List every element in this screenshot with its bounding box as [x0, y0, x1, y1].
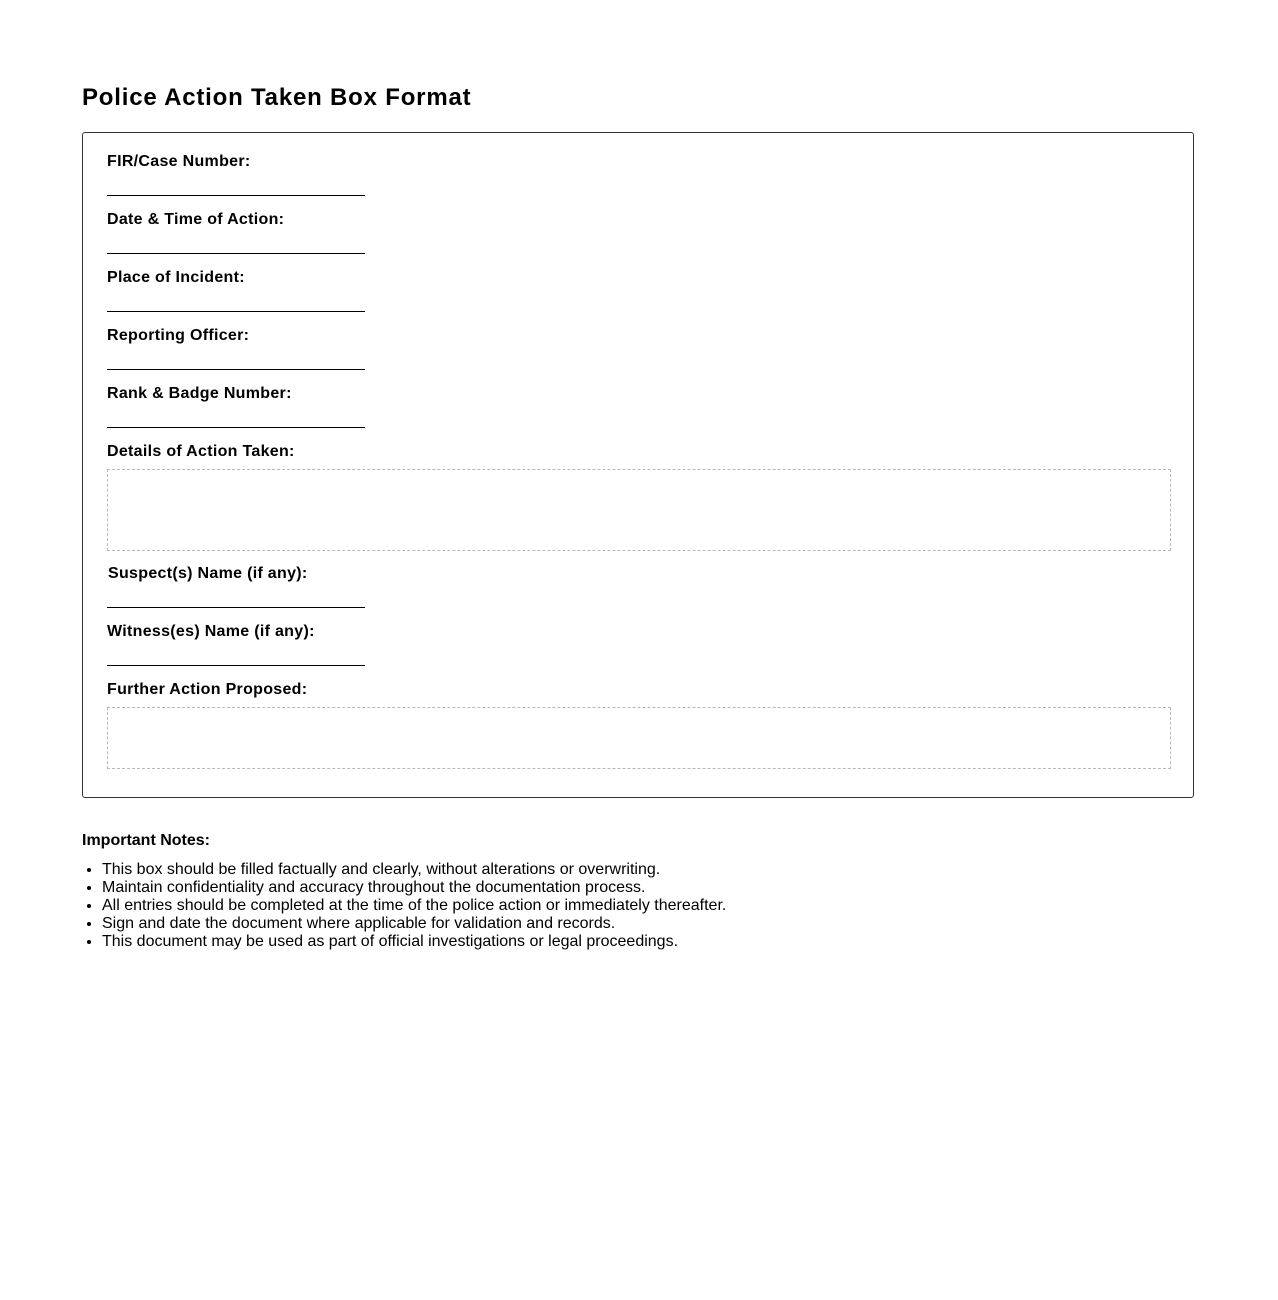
notes-list: [82, 861, 1202, 951]
suspects-name-label: Suspect(s) Name (if any):: [108, 565, 308, 582]
suspects-name-field[interactable]: [107, 607, 365, 608]
reporting-officer-field[interactable]: [107, 369, 365, 370]
place-of-incident-field[interactable]: [107, 311, 365, 312]
note-item: • This document may be used as part of official investigations or legal proceedings.: [102, 933, 1202, 951]
fir-case-number-label: FIR/Case Number:: [107, 153, 251, 170]
further-action-box[interactable]: [107, 707, 1171, 769]
note-item: • All entries should be completed at the time of the police action or immediately thereafter.: [102, 897, 1202, 915]
fir-case-number-field[interactable]: [107, 195, 365, 196]
notes-heading: Important Notes:: [82, 832, 210, 849]
note-item: • This box should be filled factually and clearly, without alterations or overwriting.: [102, 861, 1202, 879]
details-of-action-box[interactable]: [107, 469, 1171, 551]
action-taken-form: [82, 132, 1194, 798]
details-of-action-label: Details of Action Taken:: [107, 443, 295, 460]
note-item: • Maintain confidentiality and accuracy throughout the documentation process.: [102, 879, 1202, 897]
rank-badge-number-label: Rank & Badge Number:: [107, 385, 292, 402]
witnesses-name-field[interactable]: [107, 665, 365, 666]
date-time-of-action-field[interactable]: [107, 253, 365, 254]
date-time-of-action-label: Date & Time of Action:: [107, 211, 285, 228]
rank-badge-number-field[interactable]: [107, 427, 365, 428]
note-item: • Sign and date the document where applicable for validation and records.: [102, 915, 1202, 933]
page-title: Police Action Taken Box Format: [82, 84, 472, 111]
place-of-incident-label: Place of Incident:: [107, 269, 245, 286]
further-action-label: Further Action Proposed:: [107, 681, 308, 698]
witnesses-name-label: Witness(es) Name (if any):: [107, 623, 315, 640]
reporting-officer-label: Reporting Officer:: [107, 327, 250, 344]
